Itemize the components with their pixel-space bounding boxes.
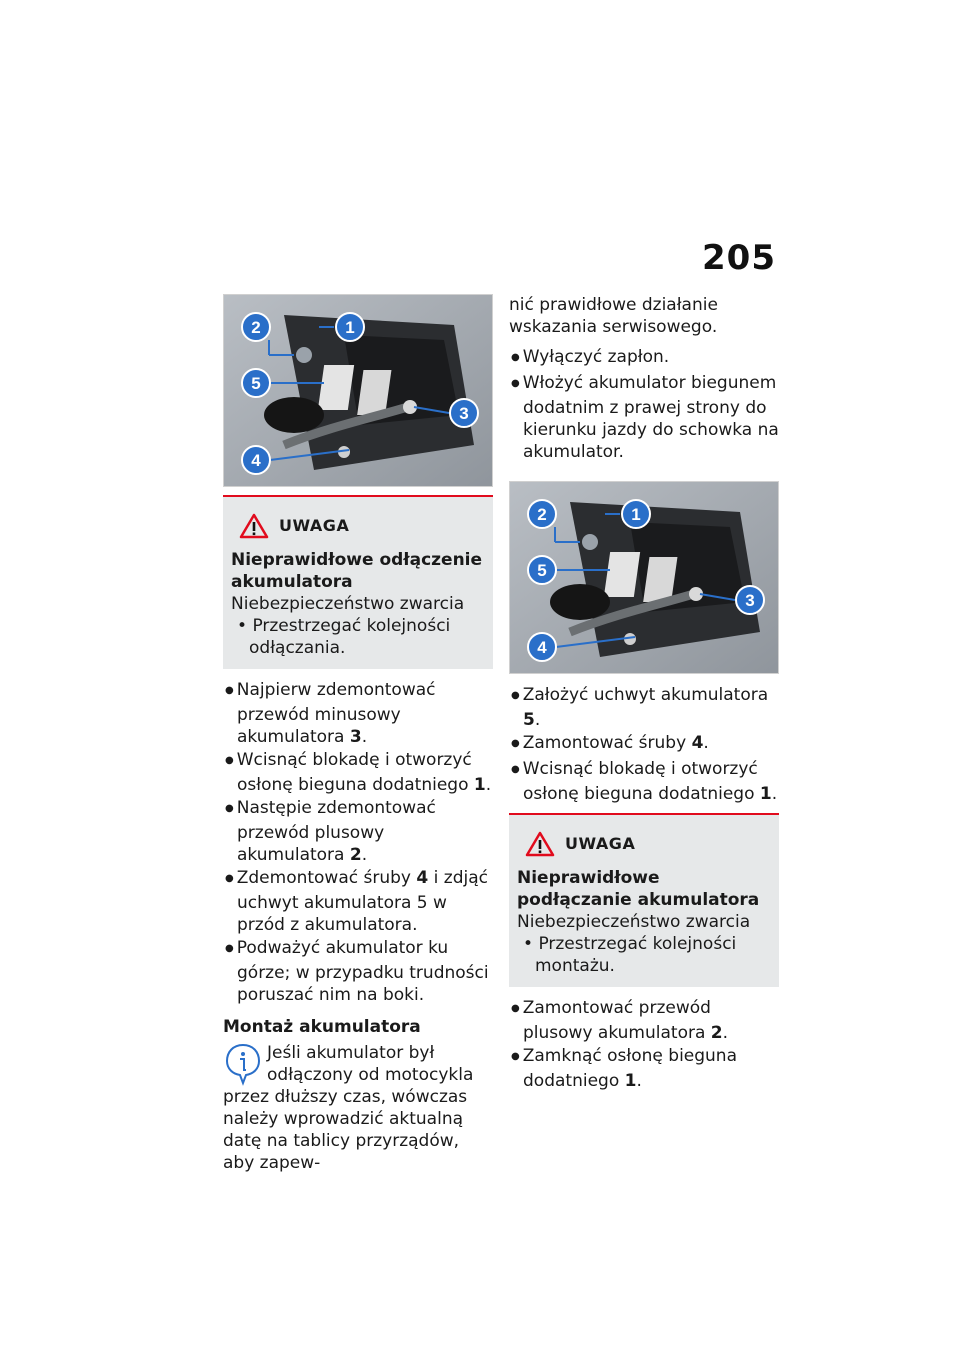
info-note — [223, 1042, 493, 1174]
callout-label: 2 — [251, 318, 261, 337]
callout-label: 4 — [251, 451, 261, 470]
left-column — [223, 294, 493, 1174]
step-reference-number: 1 — [759, 784, 772, 804]
warning-title: UWAGA — [565, 834, 636, 853]
info-icon — [223, 1042, 263, 1086]
callout-label: 1 — [631, 505, 641, 524]
step-reference-number: 2 — [349, 845, 362, 865]
section-title: Montaż akumulatora — [223, 1017, 421, 1037]
step-item: ● Następie zdemontować przewód plusowy akumulatora 2. — [223, 797, 493, 866]
callout-label: 4 — [537, 638, 547, 657]
step-item: ● Wcisnąć blokadę i otworzyć osłonę bieguna dodatniego 1. — [509, 758, 779, 805]
step-reference-number: 4 — [416, 868, 429, 888]
install-steps-b — [509, 684, 779, 805]
page-number: 205 — [702, 238, 776, 278]
info-text-continued: nić prawidłowe działanie wskazania serwisowego. — [509, 295, 718, 337]
info-text: Jeśli akumulator był odłączony od motocykla przez dłuższy czas, wówczas należy wprowadzić aktualną datę na tablicy przyrządów, aby zapew- — [223, 1043, 474, 1173]
step-item: ● Wyłączyć zapłon. — [509, 346, 779, 371]
warning-triangle-icon — [525, 831, 555, 857]
warning-bullet: • Przestrzegać kolejności odłączania. — [237, 616, 451, 658]
battery-photo-install — [509, 481, 779, 674]
step-reference-number: 1 — [473, 775, 486, 795]
removal-steps — [223, 679, 493, 1006]
warning-heading: Nieprawidłowe odłączenie akumulatora — [231, 550, 483, 592]
step-reference-number: 2 — [710, 1023, 723, 1043]
step-reference-number: 3 — [349, 727, 362, 747]
step-item: ● Zamontować śruby 4. — [509, 732, 779, 757]
install-steps-c — [509, 997, 779, 1092]
step-item: ● Zdemontować śruby 4 i zdjąć uchwyt akumulatora 5 w przód z akumulatora. — [223, 867, 493, 936]
warning-text: Niebezpieczeństwo zwarcia — [231, 594, 465, 614]
step-item: ● Podważyć akumulator ku górze; w przypadku trudności poruszać nim na boki. — [223, 937, 493, 1006]
step-item: ● Zamontować przewód plusowy akumulatora 2. — [509, 997, 779, 1044]
warning-heading: Nieprawidłowe podłączanie akumulatora — [517, 868, 760, 910]
warning-title: UWAGA — [279, 516, 350, 535]
callout-label: 2 — [537, 505, 547, 524]
right-column — [509, 294, 779, 1093]
step-reference-number: 1 — [624, 1071, 637, 1091]
warning-box-disconnect — [223, 495, 493, 669]
warning-text: Niebezpieczeństwo zwarcia — [517, 912, 751, 932]
install-steps-a — [509, 346, 779, 463]
step-item: ● Włożyć akumulator biegunem dodatnim z prawej strony do kierunku jazdy do schowka na akumulator. — [509, 372, 779, 463]
step-reference-number: 5 — [523, 710, 535, 730]
step-item: ● Założyć uchwyt akumulatora 5. — [509, 684, 779, 731]
callout-label: 5 — [251, 374, 261, 393]
callout-label: 1 — [345, 318, 355, 337]
step-reference-number: 4 — [691, 733, 704, 753]
callout-label: 3 — [459, 404, 469, 423]
step-item: ● Zamknąć osłonę bieguna dodatniego 1. — [509, 1045, 779, 1092]
warning-triangle-icon — [239, 513, 269, 539]
warning-box-connect — [509, 813, 779, 987]
callout-label: 3 — [745, 591, 755, 610]
battery-photo — [223, 294, 493, 487]
step-item: ● Najpierw zdemontować przewód minusowy akumulatora 3. — [223, 679, 493, 748]
step-item: ● Wcisnąć blokadę i otworzyć osłonę bieguna dodatniego 1. — [223, 749, 493, 796]
callout-label: 5 — [537, 561, 547, 580]
warning-bullet: • Przestrzegać kolejności montażu. — [523, 934, 737, 976]
